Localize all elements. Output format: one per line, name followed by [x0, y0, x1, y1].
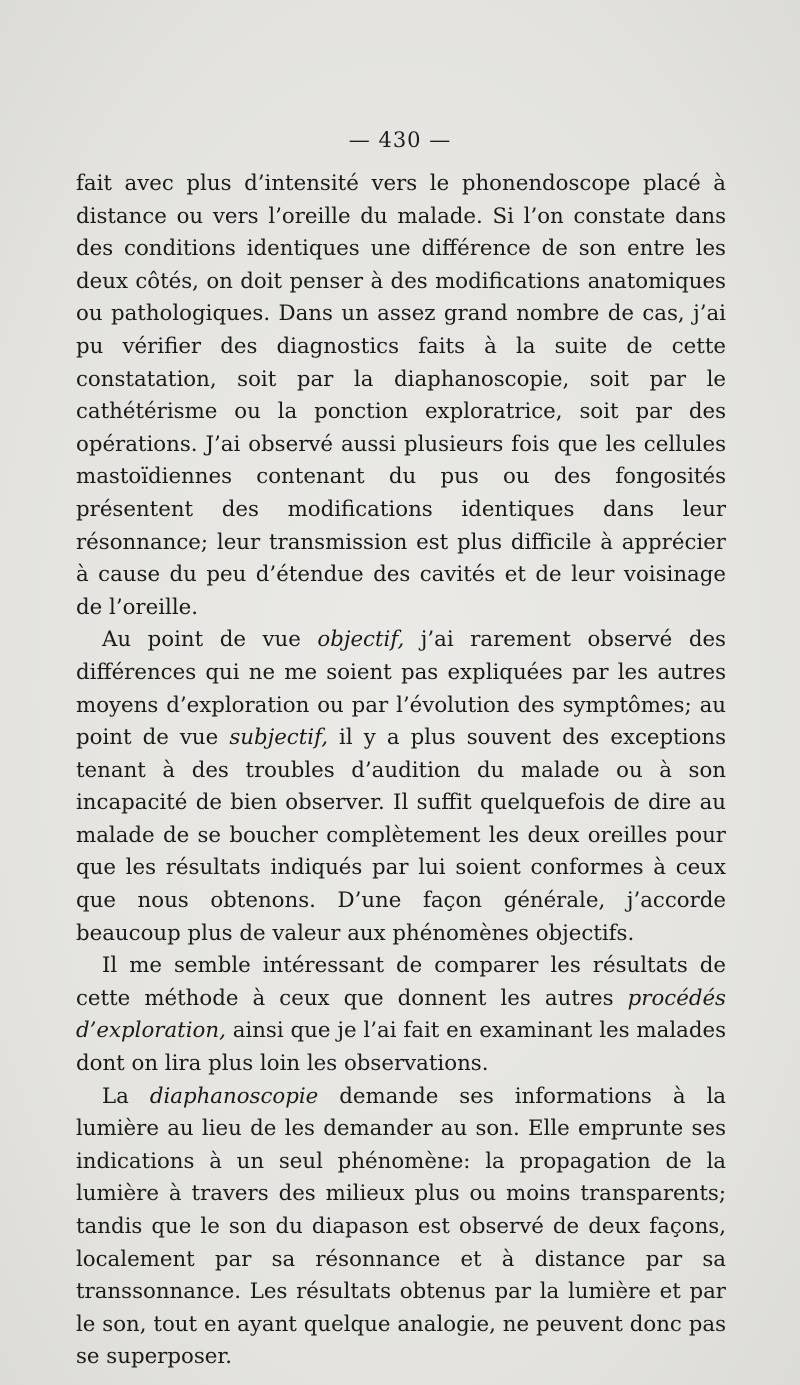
text-segment: Il me semble intéressant de comparer les résultats de cette méthode à ceux que donnent les autres	[76, 953, 726, 1011]
italic-term-objectif: objectif,	[317, 627, 405, 653]
text-segment: La	[102, 1083, 150, 1109]
paragraph-2	[76, 624, 726, 950]
body-text	[76, 168, 726, 1374]
italic-term-procedes: procédés d’exploration,	[76, 985, 726, 1044]
page-number: — 430 —	[348, 128, 452, 152]
italic-term-diaphanoscopie: diaphanoscopie	[149, 1083, 319, 1109]
text-segment: Au point de vue	[102, 627, 318, 653]
text-segment: fait avec plus d’intensité vers le phonendoscope placé à distance ou vers l’oreille du malade. Si l’on constate dans des conditions identiques une différence de son entre les deux côtés, on doit penser à des modifications anatomiques ou pathologiques. Dans un assez grand nombre de cas, j’ai pu vérifier des diagnostics faits à la suite de cette constatation, soit par la diaphanoscopie, soit par le cathétérisme ou la ponction exploratrice, soit par des opérations. J’ai observé aussi plusieurs fois que les cellules mastoïdiennes contenant du pus ou des fongosités présentent des modifications identiques dans leur résonnance; leur transmission est plus difficile à apprécier à cause du peu d’étendue des cavités et de leur voisinage de l’oreille.	[76, 171, 726, 620]
paragraph-4	[76, 1081, 726, 1374]
paragraph-1	[76, 168, 726, 624]
text-segment: demande ses informations à la lumière au lieu de les demander au son. Elle emprunte ses indications à un seul phénomène: la propagation de la lumière à travers des milieux plus ou moins transparents; tandis que le son du diapason est observé de deux façons, localement par sa résonnance et à distance par sa transsonnance. Les résultats obtenus par la lumière et par le son, tout en ayant quelque analogie, ne peuvent donc pas se superposer.	[76, 1083, 726, 1370]
text-segment: il y a plus souvent des exceptions tenant à des troubles d’audition du malade ou à son incapacité de bien observer. Il suffit quelquefois de dire au malade de se boucher complètement les deux oreilles pour que les résultats indiqués par lui soient conformes à ceux que nous obtenons. D’une façon générale, j’accorde beaucoup plus de valeur aux phénomènes objectifs.	[76, 725, 726, 946]
text-segment: ainsi que je l’ai fait en examinant les malades dont on lira plus loin les observations.	[76, 1018, 726, 1077]
text-segment: j’ai rarement observé des différences qui ne me soient pas expliquées par les autres moyens d’exploration ou par l’évolution des symptômes; au point de vue	[76, 627, 726, 751]
italic-term-subjectif: subjectif,	[229, 725, 328, 751]
paragraph-3	[76, 950, 726, 1080]
